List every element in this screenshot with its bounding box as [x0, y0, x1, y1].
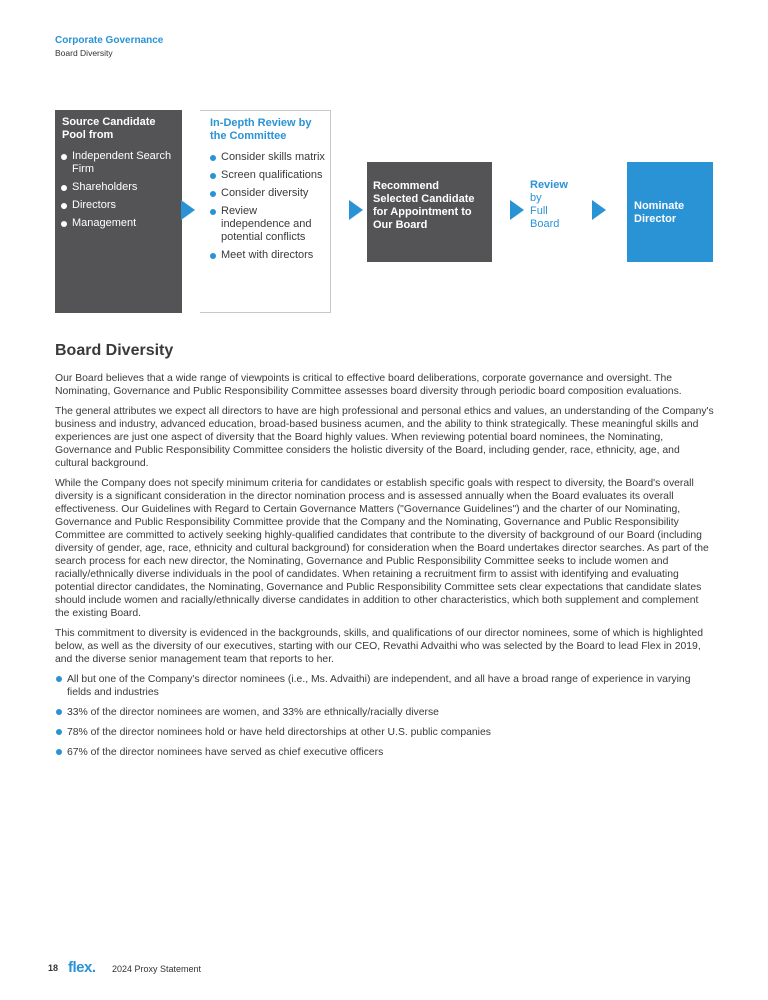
arrow-right-icon: [349, 200, 363, 220]
flow-step-nominate: [627, 162, 713, 262]
paragraph: While the Company does not specify minimum criteria for candidates or establish specific goals with respect to diversity, the Board's overall diversity is a significant consideration in the director nomination process and is assessed annually when the Board evaluates its overall effectiveness. Our Guidelines with Regard to Certain Governance Matters ("Governance Guidelines") and the charter of our Nominating, Governance and Public Responsibility Committee provide that the Company and the Nominating, Governance and Public Responsibility Committee are committed to actively seeking highly-qualified candidates that contribute to the diversity of background of our Board (including diversity of gender, age, race, ethnicity and cultural background) for consideration when the Board undertakes director searches. As part of the search process for each new director, the Nominating, Governance and Public Responsibility Committee seeks to include women and racially/ethnically diverse individuals in the pool of candidates. When retaining a recruitment firm to assist with identifying and evaluating potential director candidates, the Nominating, Governance and Public Responsibility Committee sets clear expectations that candidate slates should include women and racially/ethnically diverse candidates in addition to other characteristics, which both supplement and complement the existing Board.: [55, 478, 709, 619]
step-text: Board: [530, 218, 560, 230]
list-item: Screen qualifications: [209, 169, 327, 182]
step-title: Review: [530, 179, 568, 191]
document-title: 2024 Proxy Statement: [112, 964, 202, 974]
step-text: Recommend Selected Candidate for Appointment to Our Board: [373, 180, 475, 231]
flex-logo: flex.: [68, 959, 96, 976]
paragraph: This commitment to diversity is evidenced in the backgrounds, skills, and qualifications of our director nominees, some of which is highlighted below, as well as the diversity of our executives, starting with our CEO, Revathi Advaithi who was selected by the Board to lead Flex in 2019, and the diverse senior management team that reports to her.: [55, 628, 703, 665]
list-item: 67% of the director nominees have served as chief executive officers: [55, 746, 715, 759]
list-item: Directors: [60, 199, 175, 212]
page-header: [55, 35, 163, 59]
list-item: All but one of the Company's director nominees (i.e., Ms. Advaithi) are independent, and all have a broad range of experience in varying fields and industries: [55, 673, 715, 699]
source-list: [60, 150, 175, 235]
flow-step-recommend: [367, 162, 492, 262]
flow-step-review: [200, 110, 331, 313]
flow-step-full-board-review: [530, 178, 585, 238]
arrow-right-icon: [510, 200, 524, 220]
list-item: Shareholders: [60, 181, 175, 194]
list-item: 33% of the director nominees are women, and 33% are ethnically/racially diverse: [55, 706, 715, 719]
subsection-label: Board Diversity: [55, 48, 113, 58]
step-title: In-Depth Review by the Committee: [210, 117, 312, 142]
body-text: [55, 372, 715, 766]
flow-step-source-pool: [55, 110, 182, 313]
section-label: Corporate Governance: [55, 35, 164, 46]
paragraph: Our Board believes that a wide range of viewpoints is critical to effective board deliberations, corporate governance and oversight. The Nominating, Governance and Public Responsibility Committee assesses board diversity through periodic board composition evaluations.: [55, 373, 682, 397]
review-list: [209, 151, 327, 267]
step-title: Source Candidate Pool from: [62, 116, 156, 141]
list-item: Independent Search Firm: [60, 150, 175, 176]
list-item: Meet with directors: [209, 249, 327, 262]
list-item: Consider diversity: [209, 187, 327, 200]
step-text: Full: [530, 205, 548, 217]
list-item: 78% of the director nominees hold or have held directorships at other U.S. public companies: [55, 726, 715, 739]
list-item: Consider skills matrix: [209, 151, 327, 164]
paragraph: The general attributes we expect all directors to have are high professional and personal ethics and values, an understanding of the Company's business and industry, advanced education, broad-based business acumen, and the ability to think strategically. These meaningful skills and experiences are just one aspect of diversity that the Board highly values. When reviewing potential board nominees, the Nominating, Governance and Public Responsibility Committee considers the holistic diversity of the Board, including gender, race, ethnicity, age, and cultural background.: [55, 406, 714, 469]
arrow-right-icon: [181, 200, 195, 220]
section-title: Board Diversity: [55, 342, 174, 359]
step-text: by: [530, 192, 542, 204]
page-number: 18: [48, 963, 59, 973]
arrow-right-icon: [592, 200, 606, 220]
list-item: Review independence and potential conflicts: [209, 205, 327, 244]
diversity-bullets: [55, 673, 715, 759]
list-item: Management: [60, 217, 175, 230]
step-text: Nominate Director: [634, 200, 685, 225]
